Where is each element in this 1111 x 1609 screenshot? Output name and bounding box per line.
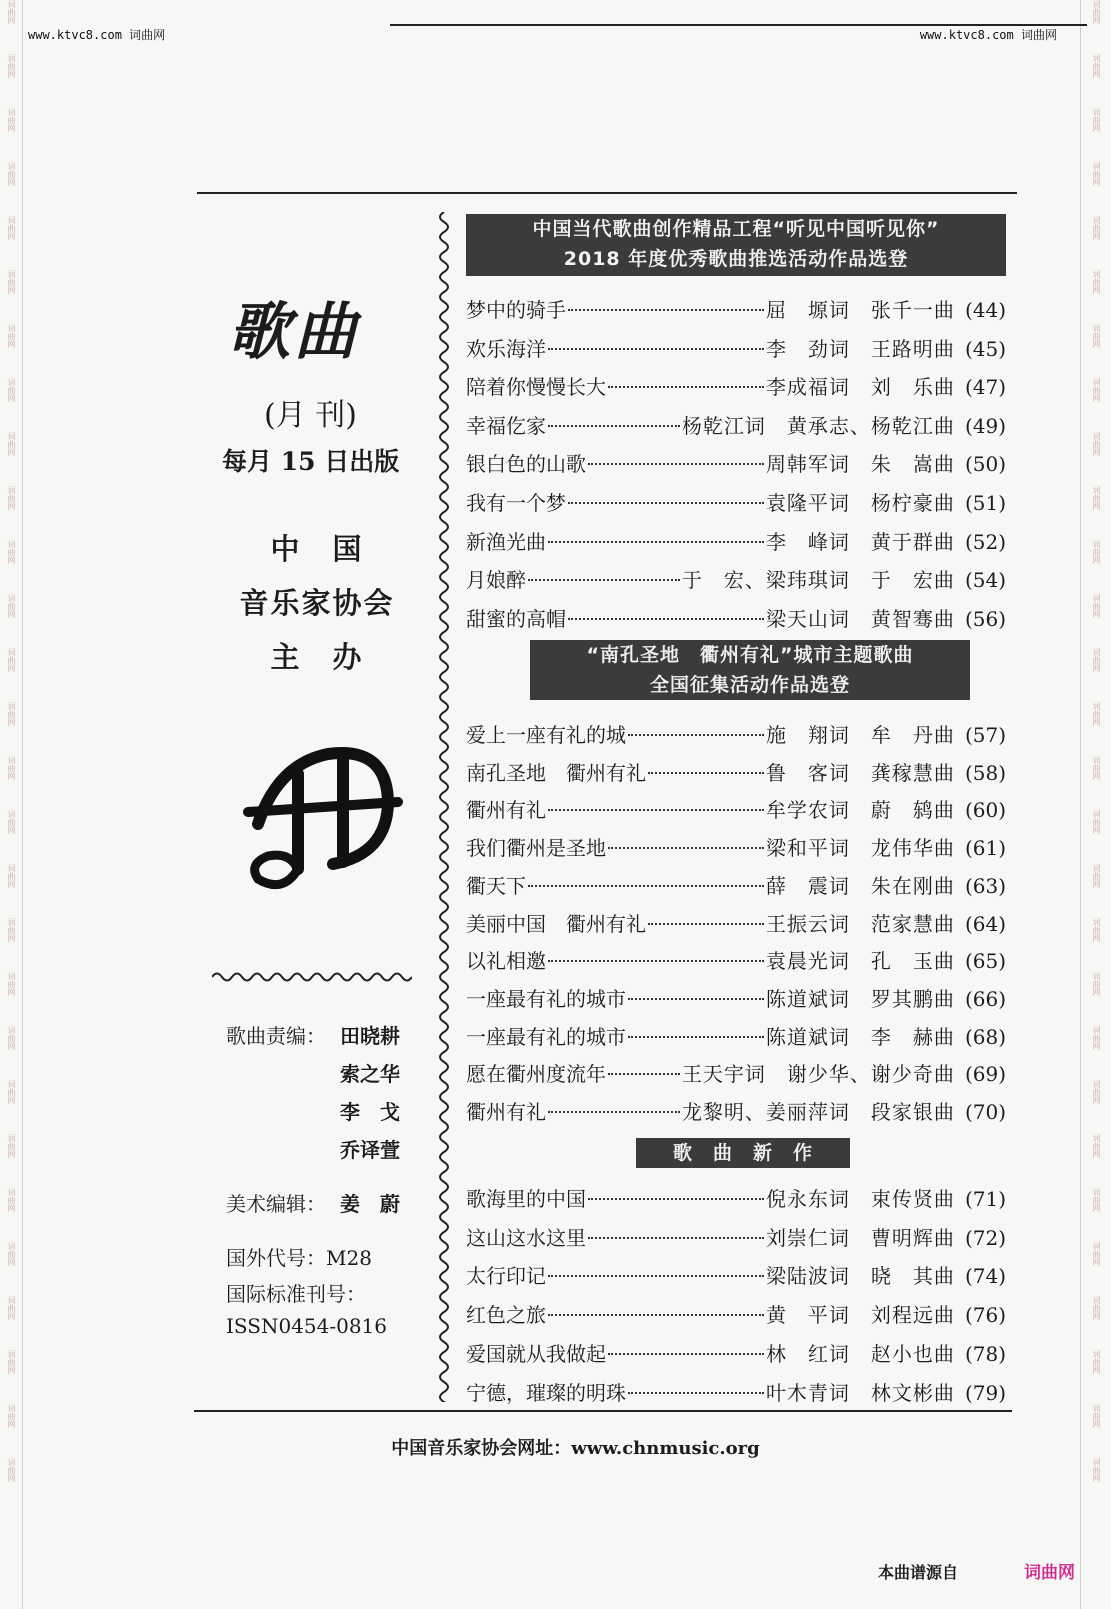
toc-entry[interactable] — [466, 487, 1006, 517]
magazine-frequency: (月 刊) — [264, 398, 357, 433]
header-left-brand: 词曲网 — [129, 28, 166, 42]
leader-dots — [628, 998, 764, 1000]
toc-entry[interactable] — [466, 832, 1006, 862]
issn-label: 国际标准刊号： — [226, 1282, 366, 1306]
watermark-text: 词曲网 — [1092, 162, 1101, 186]
song-title: 衢天下 — [466, 873, 526, 898]
watermark-text: 词曲网 — [7, 702, 16, 726]
song-credits: 薛 震词 朱在刚曲 — [765, 873, 955, 898]
watermark-text: 词曲网 — [7, 486, 16, 510]
leader-dots — [548, 541, 764, 543]
song-title: 幸福仡家 — [466, 413, 546, 438]
header-right-site[interactable]: www.ktvc8.com — [919, 28, 1014, 42]
page-number: (45) — [964, 336, 1006, 361]
leader-dots — [608, 386, 764, 388]
watermark-text: 词曲网 — [7, 162, 16, 186]
page-number: (64) — [964, 911, 1006, 936]
toc-entry[interactable] — [466, 1299, 1006, 1329]
page-number: (79) — [964, 1380, 1006, 1405]
watermark-text: 词曲网 — [1092, 918, 1101, 942]
song-credits: 李 劲词 王路明曲 — [765, 336, 955, 361]
song-title: 欢乐海洋 — [466, 336, 546, 361]
watermark-text: 词曲网 — [1092, 1350, 1101, 1374]
song-editor-label: 歌曲责编： — [226, 1024, 326, 1048]
song-credits: 梁天山词 黄智骞曲 — [765, 606, 955, 631]
song-editor-3: 李 戈 — [340, 1100, 400, 1124]
toc-entry[interactable] — [466, 1338, 1006, 1368]
page-number: (52) — [964, 529, 1006, 554]
watermark-text: 词曲网 — [1092, 378, 1101, 402]
leader-dots — [588, 463, 764, 465]
song-title: 愿在衢州度流年 — [466, 1062, 606, 1087]
leader-dots — [608, 847, 764, 849]
leader-dots — [608, 1353, 764, 1355]
song-title: 这山这水这里 — [466, 1225, 586, 1250]
song-title: 银白色的山歌 — [466, 452, 586, 477]
toc-entry[interactable] — [466, 410, 1006, 440]
watermark-text: 词曲网 — [1092, 432, 1101, 456]
toc-entry[interactable] — [466, 945, 1006, 975]
page-number: (47) — [964, 375, 1006, 400]
watermark-text: 词曲网 — [7, 1080, 16, 1104]
song-editor-4: 乔译萱 — [340, 1138, 400, 1162]
leader-dots — [588, 1198, 764, 1200]
source-label: 本曲谱源自 — [878, 1563, 959, 1582]
watermark-text: 词曲网 — [7, 810, 16, 834]
page-number: (65) — [964, 949, 1006, 974]
organizer-line-1: 中 国 — [270, 532, 364, 566]
song-credits: 黄 平词 刘程远曲 — [765, 1303, 955, 1328]
watermark-text: 词曲网 — [7, 1134, 16, 1158]
watermark-text: 词曲网 — [7, 1296, 16, 1320]
watermark-text: 词曲网 — [1092, 972, 1101, 996]
song-credits: 王振云词 范家慧曲 — [765, 911, 955, 936]
page-number: (54) — [964, 568, 1006, 593]
song-title: 梦中的骑手 — [466, 298, 566, 322]
song-title: 美丽中国 衢州有礼 — [466, 911, 646, 936]
watermark-text: 词曲网 — [1092, 648, 1101, 672]
page-number: (57) — [964, 723, 1006, 747]
watermark-text: 词曲网 — [1092, 1026, 1101, 1050]
watermark-text: 词曲网 — [1092, 0, 1101, 24]
right-watermark-strip — [1087, 0, 1105, 1609]
song-credits: 袁晨光词 孔 玉曲 — [765, 949, 955, 974]
watermark-text: 词曲网 — [1092, 54, 1101, 78]
song-credits: 陈道斌词 罗其鹏曲 — [765, 986, 955, 1011]
page-number: (61) — [964, 836, 1006, 861]
page-number: (58) — [964, 760, 1006, 785]
organizer-line-3: 主 办 — [270, 640, 364, 674]
watermark-text: 词曲网 — [7, 108, 16, 132]
song-title: 月娘醉 — [466, 568, 526, 593]
page-number: (72) — [964, 1225, 1006, 1250]
song-title: 一座最有礼的城市 — [466, 986, 626, 1011]
publish-day: 每月 15 日出版 — [222, 447, 400, 476]
song-title: 爱国就从我做起 — [466, 1341, 606, 1366]
watermark-text: 词曲网 — [1092, 1134, 1101, 1158]
song-credits: 于 宏、梁玮琪词 于 宏曲 — [681, 568, 955, 593]
watermark-text: 词曲网 — [1092, 594, 1101, 618]
leader-dots — [648, 772, 764, 774]
song-credits: 倪永东词 束传贤曲 — [765, 1187, 955, 1211]
song-title: 我们衢州是圣地 — [466, 836, 606, 861]
leader-dots — [548, 1314, 764, 1316]
watermark-text: 词曲网 — [1092, 216, 1101, 240]
music-logo-icon — [238, 734, 408, 894]
song-credits: 李成福词 刘 乐曲 — [765, 375, 955, 400]
toc-entry[interactable] — [466, 1183, 1006, 1213]
leader-dots — [588, 1237, 764, 1239]
song-editor-2: 索之华 — [340, 1062, 400, 1086]
song-title: 陪着你慢慢长大 — [466, 375, 606, 400]
right-edge-line — [1080, 0, 1081, 1609]
header-right — [920, 26, 1057, 43]
header-left — [28, 26, 165, 43]
toc-entry[interactable] — [466, 371, 1006, 401]
song-title: 衢州有礼 — [466, 1100, 546, 1124]
page-number: (56) — [964, 606, 1006, 631]
song-credits: 李 峰词 黄于群曲 — [765, 529, 955, 554]
wave-divider-icon — [212, 970, 412, 984]
top-rule — [197, 192, 1017, 194]
issn-number: ISSN0454-0816 — [226, 1314, 388, 1338]
song-credits: 陈道斌词 李 赫曲 — [765, 1024, 955, 1049]
song-title: 歌海里的中国 — [466, 1187, 586, 1211]
watermark-text: 词曲网 — [7, 324, 16, 348]
toc-entry[interactable] — [466, 757, 1006, 787]
toc-entry[interactable] — [466, 603, 1006, 633]
page-number: (49) — [964, 413, 1006, 438]
organizer-line-2: 音乐家协会 — [239, 586, 395, 620]
page-number: (68) — [964, 1024, 1006, 1049]
watermark-text: 词曲网 — [1092, 486, 1101, 510]
page-number: (44) — [964, 298, 1006, 322]
toc-entry[interactable] — [466, 1260, 1006, 1290]
header-right-brand: 词曲网 — [1020, 28, 1057, 42]
leader-dots — [548, 1275, 764, 1277]
vertical-wave-border-icon — [436, 212, 452, 1402]
page-number: (70) — [964, 1100, 1006, 1124]
page-number: (74) — [964, 1264, 1006, 1289]
watermark-text: 词曲网 — [7, 1458, 16, 1482]
foreign-code: 国外代号：M28 — [226, 1246, 372, 1270]
page-number: (51) — [964, 491, 1006, 515]
art-editor: 姜 蔚 — [340, 1192, 400, 1216]
watermark-text: 词曲网 — [7, 378, 16, 402]
song-title: 一座最有礼的城市 — [466, 1024, 626, 1049]
toc-entry[interactable] — [466, 1377, 1006, 1407]
song-title: 爱上一座有礼的城 — [466, 723, 626, 747]
song-credits: 梁陆波词 晓 其曲 — [765, 1264, 955, 1289]
toc-entry[interactable] — [466, 526, 1006, 556]
art-editor-label: 美术编辑： — [226, 1192, 326, 1216]
watermark-text: 词曲网 — [1092, 1458, 1101, 1482]
leader-dots — [568, 309, 764, 311]
watermark-text: 词曲网 — [1092, 756, 1101, 780]
song-credits: 施 翔词 牟 丹曲 — [765, 723, 955, 747]
song-title: 太行印记 — [466, 1264, 546, 1289]
toc-entry[interactable] — [466, 1058, 1006, 1088]
page-number: (50) — [964, 452, 1006, 477]
watermark-text: 词曲网 — [7, 432, 16, 456]
leader-dots — [528, 885, 764, 887]
song-credits: 杨乾江词 黄承志、杨乾江曲 — [681, 413, 955, 438]
leader-dots — [548, 348, 764, 350]
watermark-text: 词曲网 — [7, 1026, 16, 1050]
section-banner-line: 中国当代歌曲创作精品工程“听见中国听见你” — [532, 218, 940, 240]
section-banner-line: 歌 曲 新 作 — [672, 1142, 813, 1164]
leader-dots — [628, 1392, 764, 1394]
section-banner-1 — [466, 214, 1006, 276]
song-editor-1: 田晓耕 — [340, 1024, 400, 1048]
section-banner-line: 全国征集活动作品选登 — [649, 674, 850, 696]
watermark-text: 词曲网 — [7, 1404, 16, 1428]
song-title: 新渔光曲 — [466, 529, 546, 554]
watermark-text: 词曲网 — [1092, 1188, 1101, 1212]
leader-dots — [568, 618, 764, 620]
section-banner-3 — [636, 1138, 850, 1168]
organizer — [222, 522, 412, 684]
watermark-text: 词曲网 — [1092, 810, 1101, 834]
page-number: (63) — [964, 873, 1006, 898]
header-left-site[interactable]: www.ktvc8.com — [28, 28, 122, 42]
song-credits: 刘崇仁词 曹明辉曲 — [765, 1225, 955, 1250]
source-brand[interactable]: 词曲网 — [1024, 1563, 1075, 1583]
watermark-text: 词曲网 — [7, 1350, 16, 1374]
toc-entry[interactable] — [466, 1222, 1006, 1252]
leader-dots — [548, 425, 680, 427]
watermark-text: 词曲网 — [7, 648, 16, 672]
watermark-text: 词曲网 — [7, 864, 16, 888]
bottom-rule — [194, 1410, 1012, 1412]
toc-entry[interactable] — [466, 870, 1006, 900]
song-title: 我有一个梦 — [466, 491, 566, 515]
page-number: (76) — [964, 1303, 1006, 1328]
leader-dots — [648, 923, 764, 925]
song-credits: 龙黎明、姜丽萍词 段家银曲 — [681, 1100, 955, 1124]
song-credits: 周韩军词 朱 嵩曲 — [765, 452, 955, 477]
leader-dots — [528, 579, 680, 581]
toc-entry[interactable] — [466, 983, 1006, 1013]
left-edge-line — [22, 0, 23, 1609]
section-banner-2 — [530, 640, 970, 700]
page-number: (60) — [964, 798, 1006, 823]
watermark-text: 词曲网 — [7, 540, 16, 564]
watermark-text: 词曲网 — [7, 972, 16, 996]
watermark-text: 词曲网 — [1092, 540, 1101, 564]
song-title: 南孔圣地 衢州有礼 — [466, 760, 646, 785]
page-number: (78) — [964, 1341, 1006, 1366]
watermark-text: 词曲网 — [7, 1242, 16, 1266]
association-website[interactable]: 中国音乐家协会网址：www.chnmusic.org — [391, 1438, 760, 1459]
song-title: 红色之旅 — [466, 1303, 546, 1328]
page-number: (66) — [964, 986, 1006, 1011]
toc-entry[interactable] — [466, 794, 1006, 824]
watermark-text: 词曲网 — [1092, 1296, 1101, 1320]
toc-entry[interactable] — [466, 448, 1006, 478]
toc-entry[interactable] — [466, 564, 1006, 594]
section-banner-line: “南孔圣地 衢州有礼”城市主题歌曲 — [586, 644, 914, 666]
watermark-text: 词曲网 — [7, 756, 16, 780]
watermark-text: 词曲网 — [1092, 702, 1101, 726]
song-credits: 鲁 客词 龚稼慧曲 — [765, 760, 955, 785]
leader-dots — [548, 809, 764, 811]
watermark-text: 词曲网 — [1092, 324, 1101, 348]
section-banner-line: 2018 年度优秀歌曲推选活动作品选登 — [563, 248, 909, 270]
song-title: 宁德，璀璨的明珠 — [466, 1380, 626, 1405]
watermark-text: 词曲网 — [1092, 1404, 1101, 1428]
leader-dots — [548, 1111, 680, 1113]
watermark-text: 词曲网 — [7, 270, 16, 294]
toc-entry[interactable] — [466, 1021, 1006, 1051]
song-credits: 叶木青词 林文彬曲 — [765, 1380, 955, 1405]
left-watermark-strip — [2, 0, 20, 1609]
watermark-text: 词曲网 — [1092, 1242, 1101, 1266]
watermark-text: 词曲网 — [7, 54, 16, 78]
watermark-text: 词曲网 — [1092, 864, 1101, 888]
song-credits: 梁和平词 龙伟华曲 — [765, 836, 955, 861]
toc-entry[interactable] — [466, 719, 1006, 749]
page-number: (71) — [964, 1187, 1006, 1211]
watermark-text: 词曲网 — [1092, 108, 1101, 132]
toc-entry[interactable] — [466, 908, 1006, 938]
toc-entry[interactable] — [466, 294, 1006, 324]
toc-entry[interactable] — [466, 1096, 1006, 1126]
song-credits: 屈 塬词 张千一曲 — [765, 298, 955, 322]
song-title: 衢州有礼 — [466, 798, 546, 823]
song-credits: 王天宇词 谢少华、谢少奇曲 — [681, 1062, 955, 1087]
watermark-text: 词曲网 — [1092, 270, 1101, 294]
song-credits: 袁隆平词 杨柠豪曲 — [765, 491, 955, 515]
toc-entry[interactable] — [466, 333, 1006, 363]
song-title: 甜蜜的高帽 — [466, 606, 566, 631]
leader-dots — [628, 734, 764, 736]
watermark-text: 词曲网 — [7, 0, 16, 24]
leader-dots — [548, 960, 764, 962]
leader-dots — [568, 502, 764, 504]
song-credits: 林 红词 赵小也曲 — [765, 1341, 955, 1366]
page-number: (69) — [964, 1062, 1006, 1087]
watermark-text: 词曲网 — [7, 216, 16, 240]
watermark-text: 词曲网 — [7, 1188, 16, 1212]
leader-dots — [608, 1073, 680, 1075]
watermark-text: 词曲网 — [1092, 1080, 1101, 1104]
watermark-text: 词曲网 — [7, 594, 16, 618]
magazine-title: 歌曲 — [228, 295, 361, 368]
leader-dots — [628, 1036, 764, 1038]
song-credits: 牟学农词 蔚 鸫曲 — [765, 798, 955, 823]
watermark-text: 词曲网 — [7, 918, 16, 942]
song-title: 以礼相邀 — [466, 949, 546, 974]
